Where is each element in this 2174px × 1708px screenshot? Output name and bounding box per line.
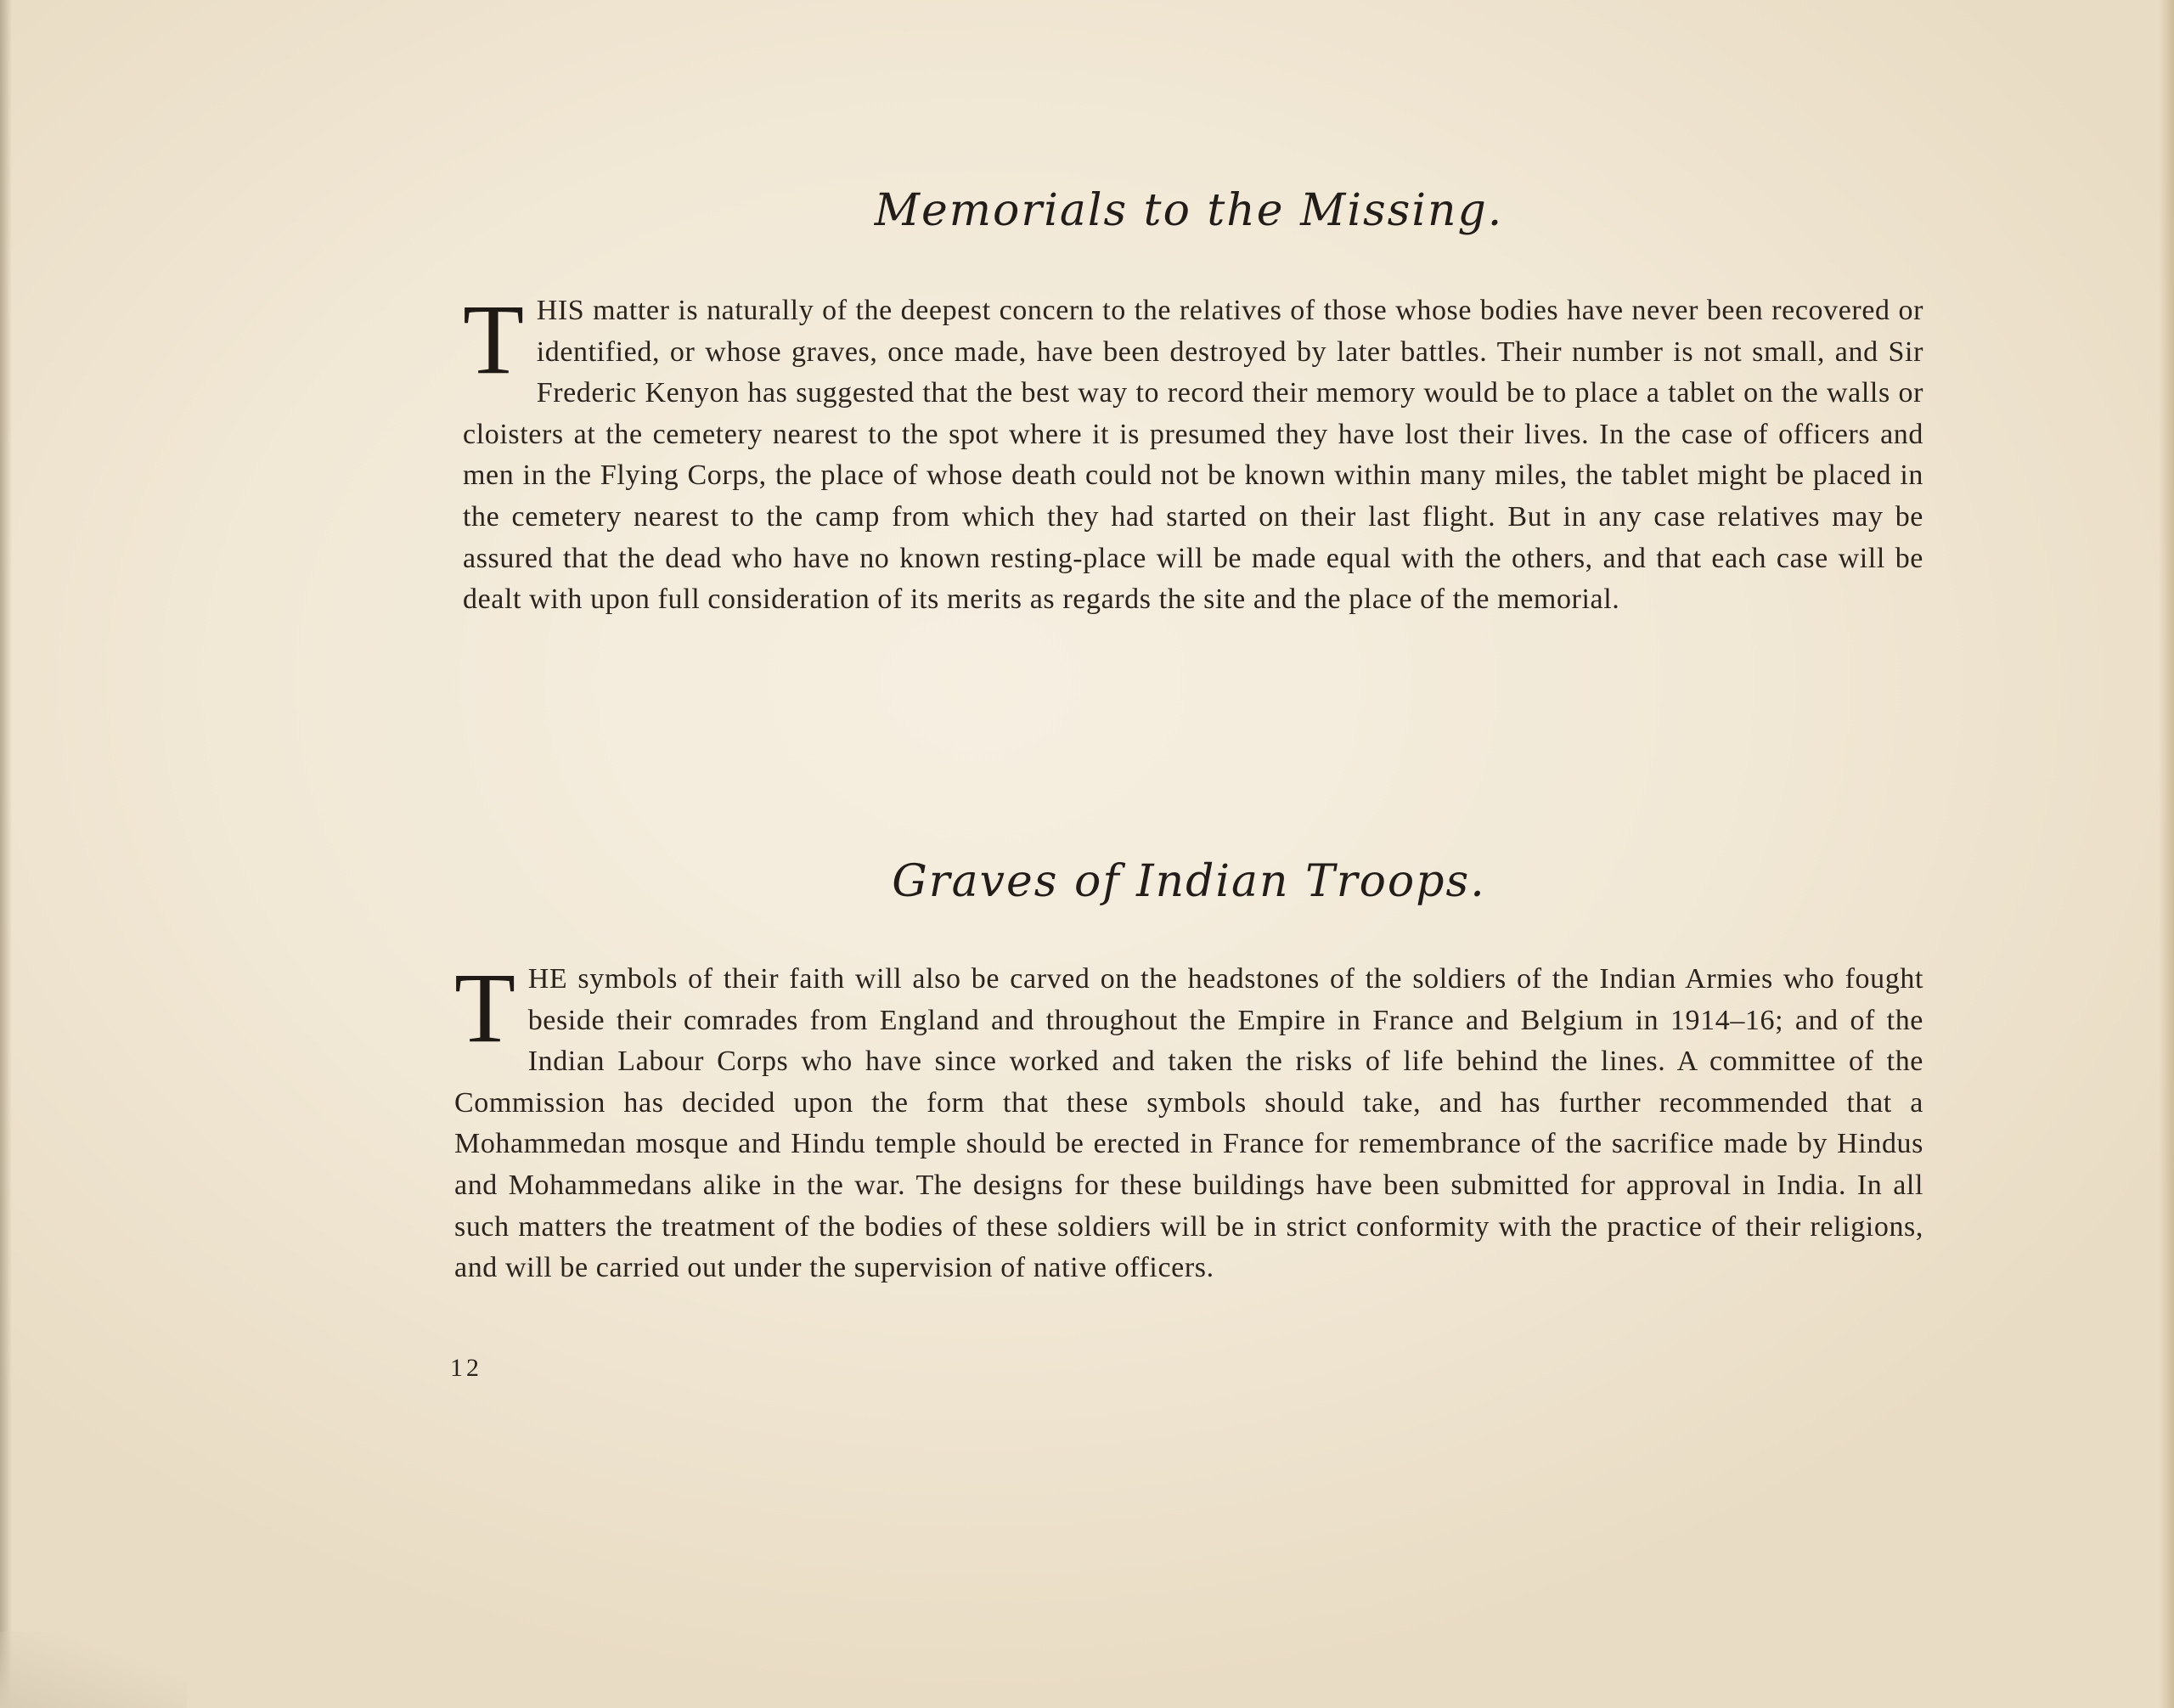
paragraph-memorials bbox=[463, 284, 1923, 621]
page-number: 12 bbox=[450, 1354, 482, 1382]
drop-cap: T bbox=[454, 952, 516, 1063]
drop-cap: T bbox=[463, 284, 525, 395]
paragraph-text: HE symbols of their faith will also be carved on the headstones of the soldiers of the Indian Armies who fought beside their comrades from England and throughout the Empire in France and Belgium in 1914–16; and of the Indian Labour Corps who have since worked and taken the risks of life behind the lines. A committee of the Commission has decided upon the form that these symbols should take, and has further recommended that a Mohammedan mosque and Hindu temple should be erected in France for remembrance of the sacrifice made by Hindus and Mohammedans alike in the war. The designs for these buildings have been submitted for approval in India. In all such matters the treatment of the bodies of these soldiers will be in strict conformity with the practice of their religions, and will be carried out under the supervision of native officers. bbox=[454, 963, 1923, 1284]
paragraph-indian-troops bbox=[454, 952, 1923, 1289]
heading-memorials-to-the-missing: Memorials to the Missing. bbox=[874, 185, 1504, 236]
heading-graves-of-indian-troops: Graves of Indian Troops. bbox=[892, 856, 1486, 907]
paper-crease bbox=[0, 1632, 187, 1708]
paragraph-text: HIS matter is naturally of the deepest concern to the relatives of those whose bodies have never been recovered or identified, or whose graves, once made, have been destroyed by later battles. Their number is not small, and Sir Frederic Kenyon has suggested that the best way to record their memory would be to place a tablet on the walls or cloisters at the cemetery nearest to the spot where it is presumed they have lost their lives. In the case of officers and men in the Flying Corps, the place of whose death could not be known within many miles, the tablet might be placed in the cemetery nearest to the camp from which they had started on their last flight. But in any case relatives may be assured that the dead who have no known resting-place will be made equal with the others, and that each case will be dealt with upon full consideration of its merits as regards the site and the place of the memorial. bbox=[463, 295, 1923, 616]
